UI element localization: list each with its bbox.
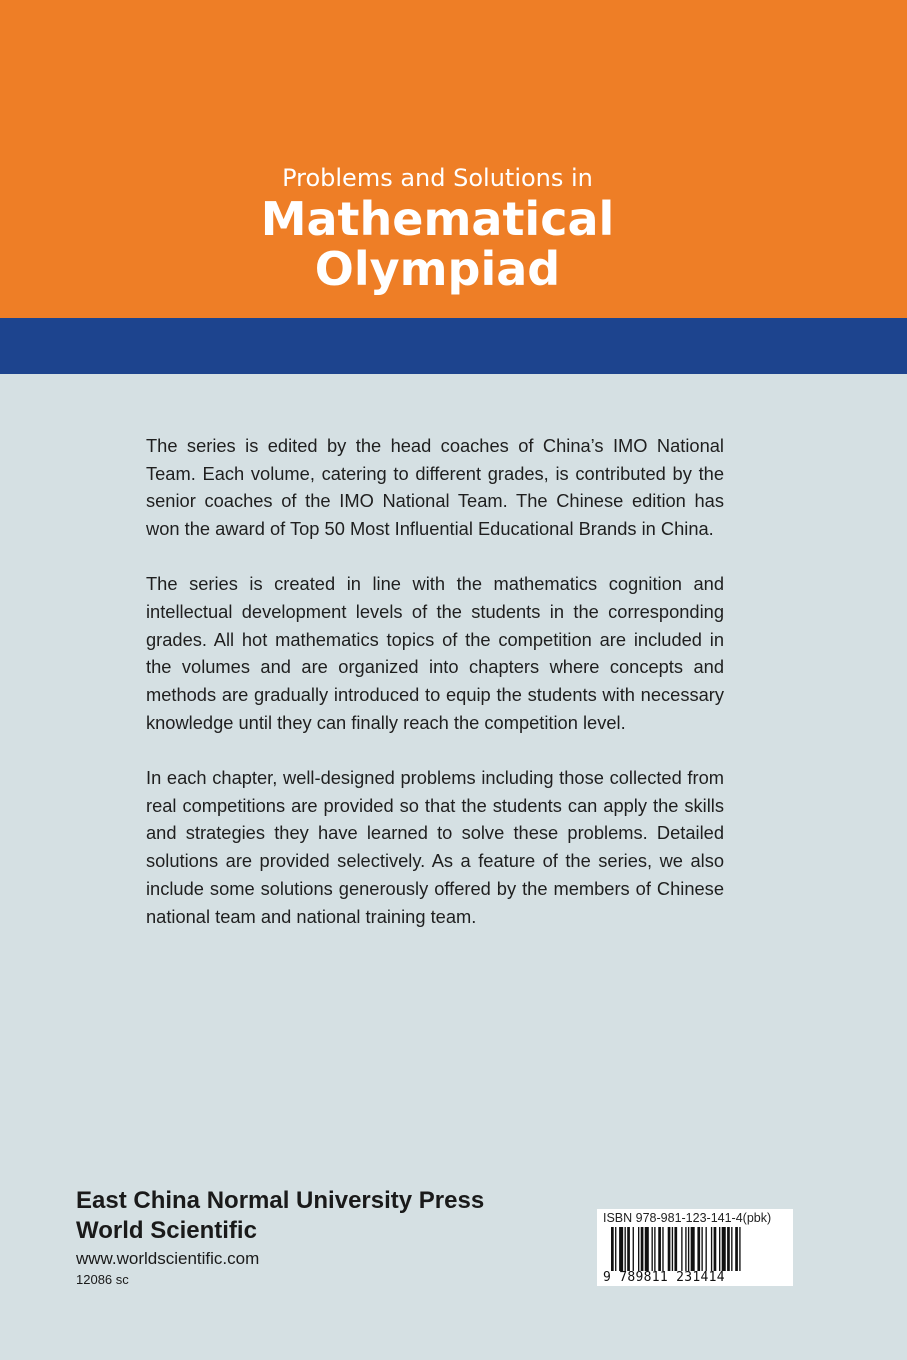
product-code: 12086 sc xyxy=(76,1272,129,1287)
blue-divider-band xyxy=(0,318,907,374)
publisher-name-1: East China Normal University Press xyxy=(76,1187,485,1214)
barcode-bars xyxy=(603,1227,787,1271)
isbn-barcode xyxy=(597,1209,793,1286)
blurb-paragraph-1: The series is edited by the head coaches of China’s IMO National Team. Each volume, catering to different grades, is contributed by the senior coaches of the IMO National Team. The Chinese edition has won the award of Top 50 Most Influential Educational Brands in China. xyxy=(146,435,724,540)
publisher-block xyxy=(76,1186,484,1289)
publisher-name-2: World Scientific xyxy=(76,1217,257,1244)
title-line-2: Olympiad xyxy=(314,242,561,296)
back-cover-blurb xyxy=(146,432,724,930)
title-line-1: Mathematical xyxy=(260,192,615,246)
blurb-paragraph-2: The series is created in line with the mathematics cognition and intellectual development levels of the students in the corresponding grades. All hot mathematics topics of the competition are included in the volumes and are organized into chapters where concepts and methods are gradually introduced to equip the students with necessary knowledge until they can finally reach the competition level. xyxy=(146,573,724,733)
blurb-paragraph-3: In each chapter, well-designed problems including those collected from real competitions are provided so that the students can apply the skills and strategies they have learned to solve these problems. Detailed solutions are provided selectively. As a feature of the series, we also include some solutions generously offered by the members of Chinese national team and national training team. xyxy=(146,767,724,927)
isbn-label: ISBN 978-981-123-141-4(pbk) xyxy=(603,1211,772,1225)
series-subtitle: Problems and Solutions in xyxy=(282,164,593,192)
publisher-url: www.worldscientific.com xyxy=(76,1249,260,1268)
barcode-digits: 9 789811 231414 xyxy=(603,1270,725,1285)
